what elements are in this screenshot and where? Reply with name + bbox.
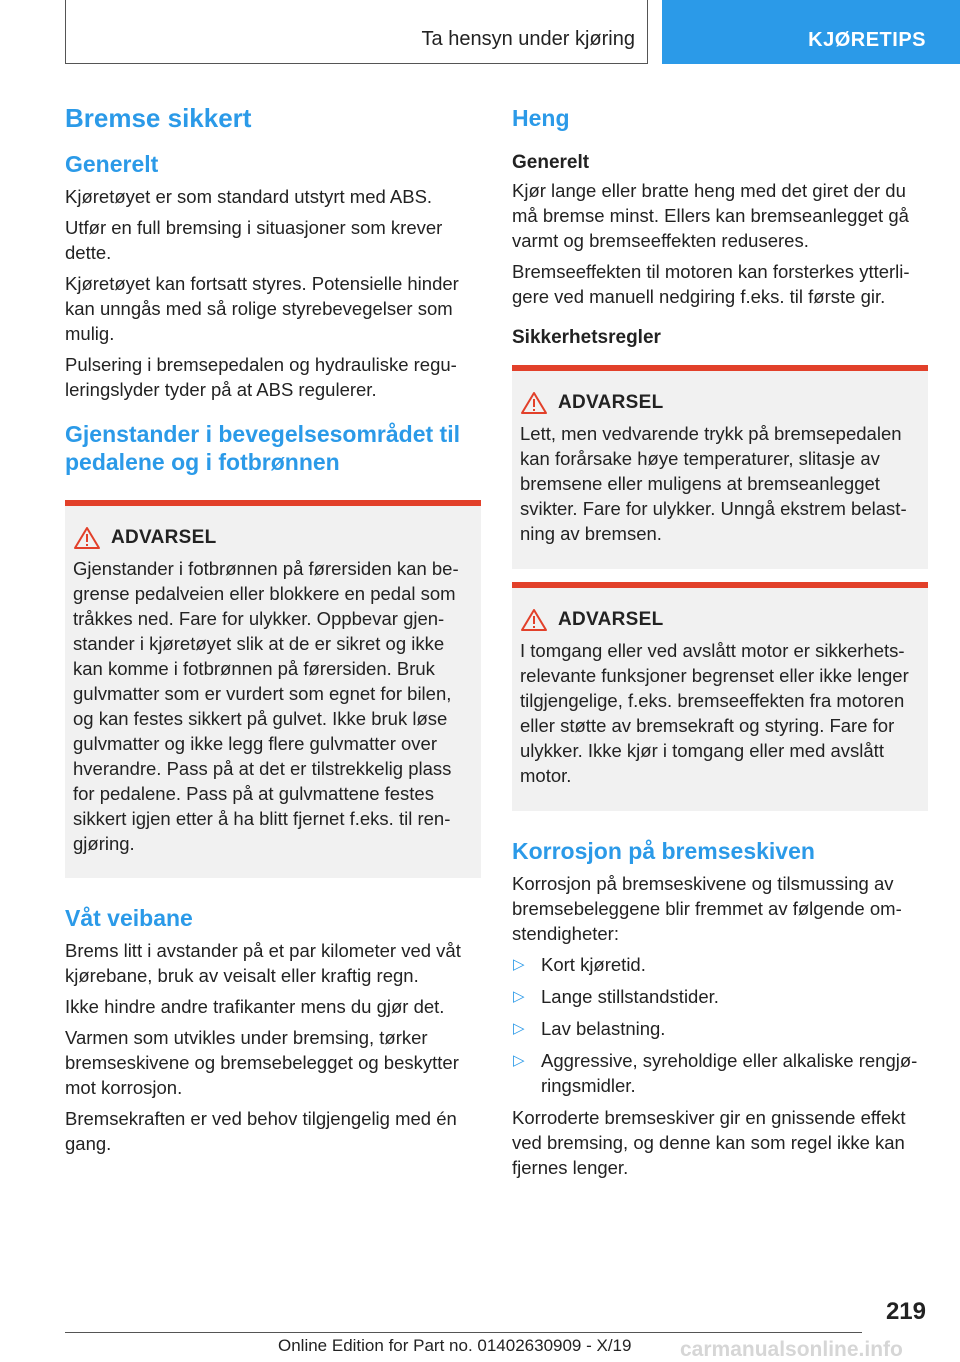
paragraph: Korroderte bremseskiver gir en gnissende effekt ved bremsing, og denne kan som regel ikke kan fjernes lenger. <box>512 1107 906 1178</box>
warning-header <box>520 391 920 415</box>
warning-text: Lett, men vedvarende trykk på bremsepedalen kan forårsake høye temperaturer, slitasje av bremsene eller muligens at bremseanlegget svikter. Fare for ulykker. Unngå ekstrem belastning av bremsen. <box>520 423 907 544</box>
paragraph: Kjøretøyet kan fortsatt styres. Potensielle hinder kan unngås med så rolige styrebevegelser som mulig. <box>65 273 459 344</box>
bullet-list <box>512 952 928 1098</box>
warning-header <box>73 526 473 550</box>
section-title: KJØRETIPS <box>808 29 926 51</box>
paragraph: Varmen som utvikles under bremsing, tørker bremseskivene og bremsebelegget og beskytter mot korrosjon. <box>65 1027 459 1098</box>
warning-title: ADVARSEL <box>558 392 664 413</box>
warning-triangle-icon <box>520 608 548 632</box>
warning-title: ADVARSEL <box>558 609 664 630</box>
warning-header <box>520 608 920 632</box>
warning-box <box>512 365 928 569</box>
paragraph: Ikke hindre andre trafikanter mens du gjør det. <box>65 996 445 1017</box>
heading-heng: Heng <box>512 105 570 131</box>
watermark: carmanualsonline.info <box>680 1338 903 1361</box>
paragraph: Brems litt i avstander på et par kilometer ved våt kjørebane, bruk av veisalt eller kraftig regn. <box>65 940 461 986</box>
warning-box <box>512 582 928 811</box>
list-item: ▷ Lav belastning. <box>513 1018 666 1039</box>
triangle-bullet-icon: ▷ <box>513 988 525 1005</box>
heading-korrosjon: Korrosjon på bremseskiven <box>512 838 815 864</box>
list-item: ▷ Kort kjøretid. <box>513 954 646 975</box>
triangle-bullet-icon: ▷ <box>513 1052 525 1069</box>
subheading-sikkerhetsregler: Sikkerhetsregler <box>512 327 661 348</box>
page-title: Bremse sikkert <box>65 103 252 133</box>
paragraph: Bremsekraften er ved behov tilgjengelig med én gang. <box>65 1108 457 1154</box>
list-item: ▷ Aggressive, syreholdige eller alkaliske rengjøringsmidler. <box>513 1050 918 1096</box>
paragraph: Pulsering i bremsepedalen og hydrauliske reguleringslyder tyder på at ABS regulerer. <box>65 354 457 400</box>
header-section-tab <box>662 0 960 64</box>
warning-title: ADVARSEL <box>111 527 217 548</box>
paragraph: Korrosjon på bremseskivene og tilsmussing av bremsebeleggene blir fremmet av følgende omstendigheter: <box>512 873 902 944</box>
warning-text: Gjenstander i fotbrønnen på førersiden kan begrense pedalveien eller blokkere en pedal som tråkkes ned. Fare for ulykker. Oppbevar gjenstander i kjøretøyet slik at de er sikret og ikke kan komme i fotbrønnen på førersiden. Bruk gulvmatter som er vurdert som egnet for bilen, og kan festes sikkert på gulvet. Ikke bruk løse gulvmatter og ikke legg flere gulvmatter over hverandre. Pass på at det er tilstrekkelig plass for pedalene. Pass på at gulvmattene festes sikkert igjen etter å ha blitt fjernet f.eks. til rengjøring. <box>73 558 459 854</box>
triangle-bullet-icon: ▷ <box>513 1020 525 1037</box>
header-chapter <box>65 0 648 64</box>
list-item: ▷ Lange stillstandstider. <box>513 986 719 1007</box>
paragraph: Kjøretøyet er som standard utstyrt med ABS. <box>65 186 433 207</box>
warning-triangle-icon <box>520 391 548 415</box>
heading-vaat-veibane: Våt veibane <box>65 905 193 931</box>
paragraph: Kjør lange eller bratte heng med det giret der du må bremse minst. Ellers kan bremseanlegget gå varmt og bremseeffekten reduseres. <box>512 180 909 251</box>
page-number: 219 <box>885 1298 926 1325</box>
subheading-generelt: Generelt <box>512 152 590 173</box>
left-column <box>65 100 481 1162</box>
heading-generelt: Generelt <box>65 151 159 177</box>
footer-divider <box>65 1332 862 1333</box>
heading-gjenstander: Gjenstander i bevegelsesområdet til pedalene og i fotbrønnen <box>65 421 460 475</box>
warning-box <box>65 500 481 878</box>
warning-text: I tomgang eller ved avslått motor er sikkerhetsrelevante funksjoner begrenset eller ikke lenger tilgjengelige, f.eks. bremseeffekten fra motoren eller støtte av bremsekraft og styring. Fare for ulykker. Ikke kjør i tomgang eller med avslått motor. <box>520 640 909 786</box>
paragraph: Bremseeffekten til motoren kan forsterkes ytterligere ved manuell nedgiring f.eks. til første gir. <box>512 261 910 307</box>
footer-edition: Online Edition for Part no. 01402630909 - X/19 <box>278 1336 632 1355</box>
chapter-title: Ta hensyn under kjøring <box>421 28 635 50</box>
right-column <box>512 100 928 1186</box>
triangle-bullet-icon: ▷ <box>513 956 525 973</box>
warning-triangle-icon <box>73 526 101 550</box>
paragraph: Utfør en full bremsing i situasjoner som krever dette. <box>65 217 443 263</box>
